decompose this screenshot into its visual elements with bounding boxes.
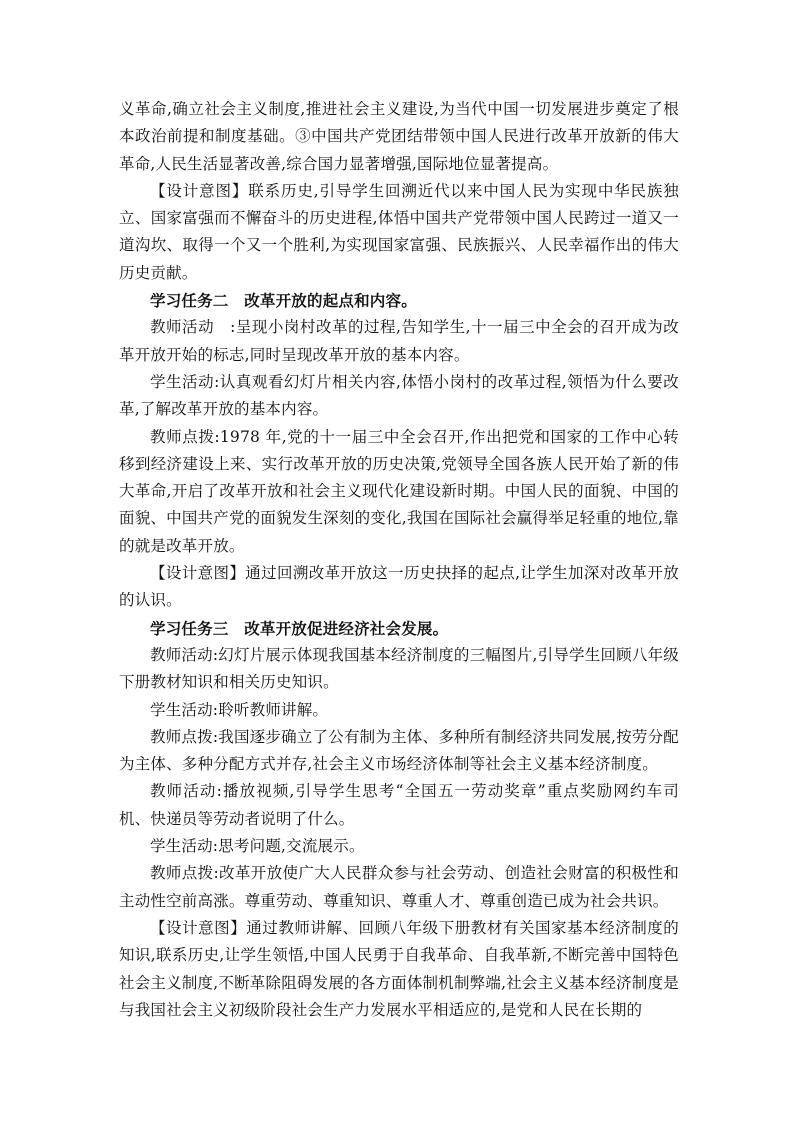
paragraph-design-intent-3: 【设计意图】通过教师讲解、回顾八年级下册教材有关国家基本经济制度的知识,联系历史,让学生领悟,中国人民勇于自我革命、自我革新,不断完善中国特色社会主义制度,不断革除阻碍发展的各方面体制机制弊端,社会主义基本经济制度是与我国社会主义初级阶段社会生产力发展水平相适应的,是党和人民在长期的 [119,918,679,1019]
paragraph-teacher-guidance-1: 教师点拨:1978 年,党的十一届三中全会召开,作出把党和国家的工作中心转移到经济建设上来、实行改革开放的历史决策,党领导全国各族人民开始了新的伟大革命,开启了改革开放和社会主义现代化建设新时期。中国人民的面貌、中国的面貌、中国共产党的面貌发生深刻的变化,我国在国际社会赢得举足轻重的地位,靠的就是改革开放。 [119,427,679,555]
paragraph-teacher-guidance-2: 教师点拨:我国逐步确立了公有制为主体、多种所有制经济共同发展,按劳分配为主体、多种分配方式并存,社会主义市场经济体制等社会主义基本经济制度。 [119,727,679,774]
paragraph-student-activity-1: 学生活动:认真观看幻灯片相关内容,体悟小岗村的改革过程,领悟为什么要改革,了解改革开放的基本内容。 [119,372,679,419]
heading-task-2: 学习任务二 改革开放的起点和内容。 [150,291,417,311]
paragraph-student-activity-2: 学生活动:聆听教师讲解。 [150,700,329,719]
document-body [119,96,679,1024]
heading-task-3: 学习任务三 改革开放促进经济社会发展。 [150,618,449,638]
paragraph-teacher-activity-3: 教师活动:播放视频,引导学生思考“全国五一劳动奖章”重点奖励网约车司机、快递员等劳动者说明了什么。 [119,782,679,828]
paragraph-design-intent-2: 【设计意图】通过回溯改革开放这一历史抉择的起点,让学生加深对改革开放的认识。 [119,564,679,610]
paragraph-teacher-activity-2: 教师活动:幻灯片展示体现我国基本经济制度的三幅图片,引导学生回顾八年级下册教材知识和相关历史知识。 [119,645,679,692]
paragraph-design-intent-1: 【设计意图】联系历史,引导学生回溯近代以来中国人民为实现中华民族独立、国家富强而不懈奋斗的历史进程,体悟中国共产党带领中国人民跨过一道又一道沟坎、取得一个又一个胜利,为实现国家富强、民族振兴、人民幸福作出的伟大历史贡献。 [119,181,679,282]
paragraph-teacher-activity-1: 教师活动 :呈现小岗村改革的过程,告知学生,十一届三中全会的召开成为改革开放开始的标志,同时呈现改革开放的基本内容。 [119,318,679,364]
paragraph-student-activity-3: 学生活动:思考问题,交流展示。 [150,837,365,856]
paragraph-continuation: 义革命,确立社会主义制度,推进社会主义建设,为当代中国一切发展进步奠定了根本政治前提和制度基础。③中国共产党团结带领中国人民进行改革开放新的伟大革命,人民生活显著改善,综合国力显著增强,国际地位显著提高。 [119,100,679,173]
paragraph-teacher-guidance-3: 教师点拨:改革开放使广大人民群众参与社会劳动、创造社会财富的积极性和主动性空前高涨。尊重劳动、尊重知识、尊重人才、尊重创造已成为社会共识。 [119,864,679,910]
